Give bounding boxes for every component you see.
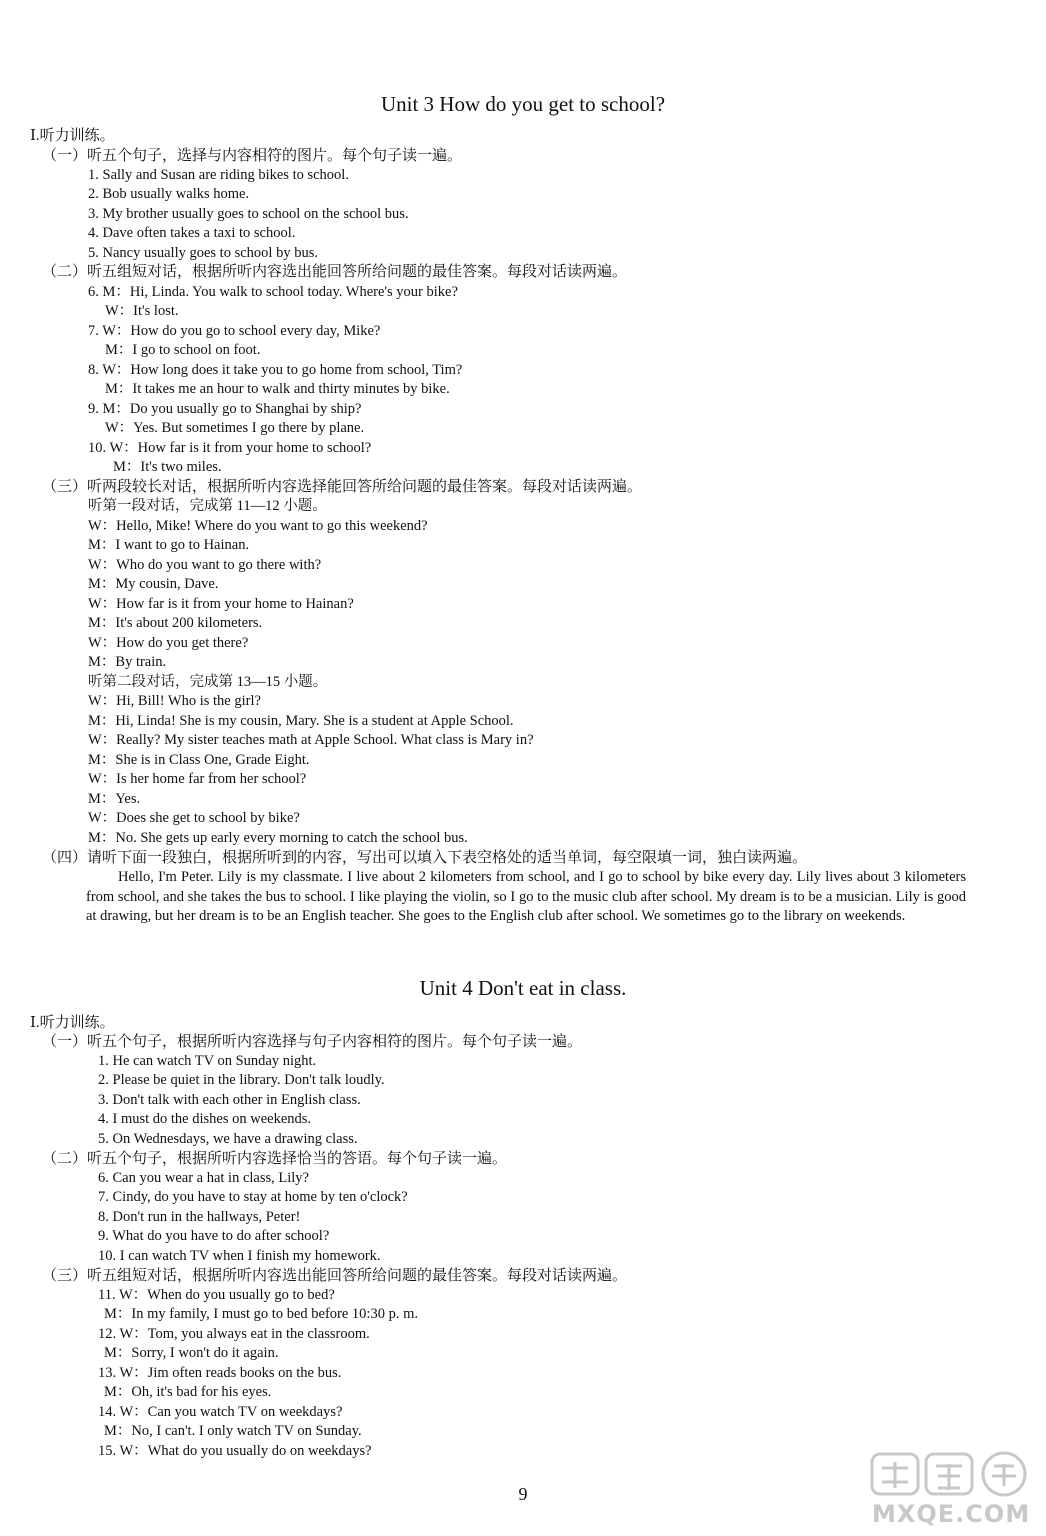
unit4-section-heading: Ⅰ.听力训练。 xyxy=(30,1015,115,1031)
list-item: W：Who do you want to go there with? xyxy=(88,557,322,573)
unit4-part3-heading: （三）听五组短对话，根据所听内容选出能回答所给问题的最佳答案。每段对话读两遍。 xyxy=(42,1268,628,1284)
list-item: M：I want to go to Hainan. xyxy=(88,537,250,553)
list-item: 6. M：Hi, Linda. You walk to school today. Where's your bike? xyxy=(88,284,458,300)
list-item: M：It's about 200 kilometers. xyxy=(88,615,263,631)
list-item: W：Really? My sister teaches math at Apple School. What class is Mary in? xyxy=(88,732,534,748)
list-item: 5. On Wednesdays, we have a drawing class. xyxy=(98,1131,358,1147)
list-item: 1. Sally and Susan are riding bikes to school. xyxy=(88,167,349,183)
unit3-section-heading: Ⅰ.听力训练。 xyxy=(30,128,115,144)
unit4-part2-heading: （二）听五个句子，根据所听内容选择恰当的答语。每个句子读一遍。 xyxy=(42,1151,508,1167)
list-item: 7. W：How do you go to school every day, Mike? xyxy=(88,323,381,339)
list-item: 听第二段对话，完成第 13—15 小题。 xyxy=(88,674,328,690)
list-item: 10. I can watch TV when I finish my homework. xyxy=(98,1248,381,1264)
list-item: M：By train. xyxy=(88,654,167,670)
list-item: M：Sorry, I won't do it again. xyxy=(104,1345,279,1361)
list-item: 8. Don't run in the hallways, Peter! xyxy=(98,1209,301,1225)
list-item: 9. M：Do you usually go to Shanghai by ship? xyxy=(88,401,362,417)
watermark-text: MXQE.COM xyxy=(872,1500,1031,1528)
watermark-logo-icon xyxy=(868,1448,1038,1498)
list-item: M：I go to school on foot. xyxy=(105,342,261,358)
list-item: M：Hi, Linda! She is my cousin, Mary. She is a student at Apple School. xyxy=(88,713,514,729)
unit3-part4-heading: （四）请听下面一段独白，根据所听到的内容，写出可以填入下表空格处的适当单词，每空限填一词，独白读两遍。 xyxy=(42,850,808,866)
list-item: M：It takes me an hour to walk and thirty minutes by bike. xyxy=(105,381,450,397)
list-item: M：Yes. xyxy=(88,791,141,807)
list-item: W：It's lost. xyxy=(105,303,179,319)
list-item: W：How far is it from your home to Hainan? xyxy=(88,596,354,612)
list-item: 3. My brother usually goes to school on the school bus. xyxy=(88,206,409,222)
list-item: W：Is her home far from her school? xyxy=(88,771,307,787)
list-item: 1. He can watch TV on Sunday night. xyxy=(98,1053,317,1069)
list-item: M：No, I can't. I only watch TV on Sunday. xyxy=(104,1423,362,1439)
list-item: 9. What do you have to do after school? xyxy=(98,1228,330,1244)
page-number: 9 xyxy=(518,1484,528,1504)
list-item: M：Oh, it's bad for his eyes. xyxy=(104,1384,272,1400)
list-item: W：Hello, Mike! Where do you want to go this weekend? xyxy=(88,518,428,534)
unit3-part2-heading: （二）听五组短对话，根据所听内容选出能回答所给问题的最佳答案。每段对话读两遍。 xyxy=(42,264,628,280)
list-item: W：Yes. But sometimes I go there by plane. xyxy=(105,420,365,436)
list-item: 2. Bob usually walks home. xyxy=(88,186,250,202)
list-item: 2. Please be quiet in the library. Don't talk loudly. xyxy=(98,1072,385,1088)
list-item: M：My cousin, Dave. xyxy=(88,576,219,592)
list-item: 10. W：How far is it from your home to school? xyxy=(88,440,372,456)
list-item: W：Does she get to school by bike? xyxy=(88,810,300,826)
list-item: 7. Cindy, do you have to stay at home by ten o'clock? xyxy=(98,1189,408,1205)
list-item: 听第一段对话，完成第 11—12 小题。 xyxy=(88,498,327,514)
list-item: W：How do you get there? xyxy=(88,635,249,651)
list-item: 4. I must do the dishes on weekends. xyxy=(98,1111,312,1127)
list-item: M：No. She gets up early every morning to catch the school bus. xyxy=(88,830,468,846)
list-item: 11. W：When do you usually go to bed? xyxy=(98,1287,335,1303)
list-item: 8. W：How long does it take you to go home from school, Tim? xyxy=(88,362,463,378)
list-item: 13. W：Jim often reads books on the bus. xyxy=(98,1365,342,1381)
watermark-logo xyxy=(868,1448,1038,1528)
list-item: W：Hi, Bill! Who is the girl? xyxy=(88,693,261,709)
unit3-part3-heading: （三）听两段较长对话，根据所听内容选择能回答所给问题的最佳答案。每段对话读两遍。 xyxy=(42,479,643,495)
list-item: 12. W：Tom, you always eat in the classroom. xyxy=(98,1326,370,1342)
list-item: 5. Nancy usually goes to school by bus. xyxy=(88,245,318,261)
list-item: M：It's two miles. xyxy=(113,459,222,475)
list-item: M：In my family, I must go to bed before 10:30 p. m. xyxy=(104,1306,418,1322)
unit3-part1-heading: （一）听五个句子，选择与内容相符的图片。每个句子读一遍。 xyxy=(42,148,463,164)
list-item: 3. Don't talk with each other in English class. xyxy=(98,1092,361,1108)
unit3-title: Unit 3 How do you get to school? xyxy=(380,92,666,116)
unit4-title: Unit 4 Don't eat in class. xyxy=(419,976,627,1000)
list-item: 6. Can you wear a hat in class, Lily? xyxy=(98,1170,309,1186)
list-item: 15. W：What do you usually do on weekdays? xyxy=(98,1443,372,1459)
list-item: M：She is in Class One, Grade Eight. xyxy=(88,752,310,768)
monologue-paragraph: Hello, I'm Peter. Lily is my classmate. I live about 2 kilometers from school, and I go to school by bike every day. Lily lives about 3 kilometers from school, and she takes the bus to school. I like playing the violin, so I go to the music club after school. My dream is to be a musician. Lily is good at drawing, but her dream is to be an English teacher. She goes to the English club after school. We sometimes go to the library on weekends. xyxy=(86,869,966,924)
unit4-part1-heading: （一）听五个句子，根据所听内容选择与句子内容相符的图片。每个句子读一遍。 xyxy=(42,1034,583,1050)
list-item: 14. W：Can you watch TV on weekdays? xyxy=(98,1404,343,1420)
list-item: 4. Dave often takes a taxi to school. xyxy=(88,225,296,241)
